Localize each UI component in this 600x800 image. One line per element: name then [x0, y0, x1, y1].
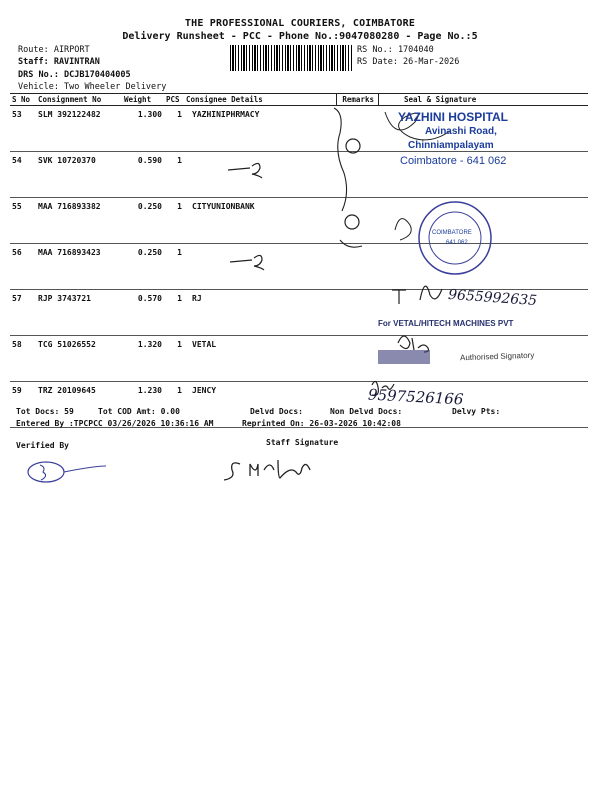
route-label: Route: AIRPORT	[18, 45, 90, 55]
reprinted-on: Reprinted On: 26-03-2026 10:42:08	[242, 419, 401, 428]
cell-sno: 53	[10, 106, 36, 152]
rs-date: RS Date: 26-Mar-2026	[357, 57, 460, 67]
dash-mark	[230, 255, 264, 270]
vehicle-label: Vehicle: Two Wheeler Delivery	[18, 82, 167, 92]
verified-signature	[40, 465, 106, 480]
handwritten-phone-57: 9655992635	[447, 286, 538, 310]
total-cod-amount: Tot COD Amt: 0.00	[98, 407, 180, 416]
delivery-points: Delvy Pts:	[452, 407, 501, 416]
staff-label: Staff: RAVINTRAN	[18, 57, 100, 67]
dash-mark	[228, 163, 262, 178]
bank-stamp	[419, 202, 491, 274]
total-docs: Tot Docs: 59	[16, 407, 74, 416]
cell-sno: 56	[10, 244, 36, 290]
cell-sno: 59	[10, 382, 36, 428]
cell-pcs: 1	[164, 198, 184, 244]
cell-weight: 1.300	[122, 106, 164, 152]
remark-scribble	[334, 108, 347, 211]
cell-sno: 57	[10, 290, 36, 336]
col-header-weight: Weight	[122, 94, 164, 106]
rs-number: RS No.: 1704040	[357, 45, 434, 55]
cell-pcs: 1	[164, 244, 184, 290]
cell-sno: 55	[10, 198, 36, 244]
verified-signature	[28, 462, 64, 482]
cell-consignee: YAZHINIPHRMACY	[184, 106, 334, 152]
hospital-stamp-addr1: Avinashi Road,	[425, 126, 497, 137]
cell-consignment: MAA 716893423	[36, 244, 122, 290]
cell-consignee: RJ	[184, 290, 334, 336]
hospital-stamp-addr3: Coimbatore - 641 062	[400, 155, 507, 167]
col-header-remarks: Remarks	[334, 94, 376, 106]
cell-weight: 0.570	[122, 290, 164, 336]
cell-weight: 1.320	[122, 336, 164, 382]
col-header-sno: S No	[10, 94, 36, 106]
bank-stamp	[429, 212, 481, 264]
cell-pcs: 1	[164, 336, 184, 382]
vetal-stamp: For VETAL/HITECH MACHINES PVT	[378, 319, 514, 328]
verified-by-label: Verified By	[16, 441, 69, 450]
remark-circle	[345, 215, 359, 229]
staff-signature	[224, 460, 310, 480]
hospital-stamp-name: YAZHINI HOSPITAL	[398, 110, 509, 124]
staff-signature-label: Staff Signature	[266, 438, 339, 447]
authorised-signatory: Authorised Signatory	[459, 350, 535, 363]
col-header-pcs: PCS	[164, 94, 184, 106]
cell-pcs: 1	[164, 290, 184, 336]
remark-circle	[346, 139, 360, 153]
signature-scribble	[392, 286, 442, 304]
cell-pcs: 1	[164, 152, 184, 198]
company-title: THE PROFESSIONAL COURIERS, COIMBATORE	[184, 18, 416, 29]
stamp-smudge	[378, 350, 430, 364]
cell-consignment: MAA 716893382	[36, 198, 122, 244]
cell-consignee: VETAL	[184, 336, 334, 382]
cell-weight: 1.230	[122, 382, 164, 428]
cell-consignment: RJP 3743721	[36, 290, 122, 336]
handwritten-phone-59: 9597526166	[367, 385, 464, 409]
cell-pcs: 1	[164, 382, 184, 428]
cell-consignment: TCG 51026552	[36, 336, 122, 382]
drs-label: DRS No.: DCJB170404005	[18, 70, 131, 80]
col-header-consignee: Consignee Details	[184, 94, 334, 106]
signature-scribble	[398, 336, 429, 352]
cell-consignee: CITYUNIONBANK	[184, 198, 334, 244]
entered-by: Entered By :TPCPCC 03/26/2026 10:36:16 AM	[16, 419, 214, 428]
cell-sno: 54	[10, 152, 36, 198]
cell-weight: 0.590	[122, 152, 164, 198]
non-delivered-docs: Non Delvd Docs:	[330, 407, 403, 416]
bank-stamp-pin: 641 062	[446, 240, 468, 246]
cell-consignment: TRZ 20109645	[36, 382, 122, 428]
col-header-seal: Seal & Signature	[376, 94, 588, 106]
cell-pcs: 1	[164, 106, 184, 152]
hospital-stamp-addr2: Chinniampalayam	[408, 140, 494, 151]
runsheet-subtitle: Delivery Runsheet - PCC - Phone No.:9047080280 - Page No.:5	[122, 31, 478, 42]
bank-stamp-city: COIMBATORE	[432, 230, 472, 236]
cell-consignment: SVK 10720370	[36, 152, 122, 198]
delivered-docs: Delvd Docs:	[250, 407, 303, 416]
cell-weight: 0.250	[122, 244, 164, 290]
col-header-consignment: Consignment No	[36, 94, 122, 106]
remark-scribble	[340, 240, 362, 247]
cell-consignee: JENCY	[184, 382, 334, 428]
cell-weight: 0.250	[122, 198, 164, 244]
cell-sno: 58	[10, 336, 36, 382]
signature-scribble	[395, 219, 411, 240]
cell-consignment: SLM 392122482	[36, 106, 122, 152]
